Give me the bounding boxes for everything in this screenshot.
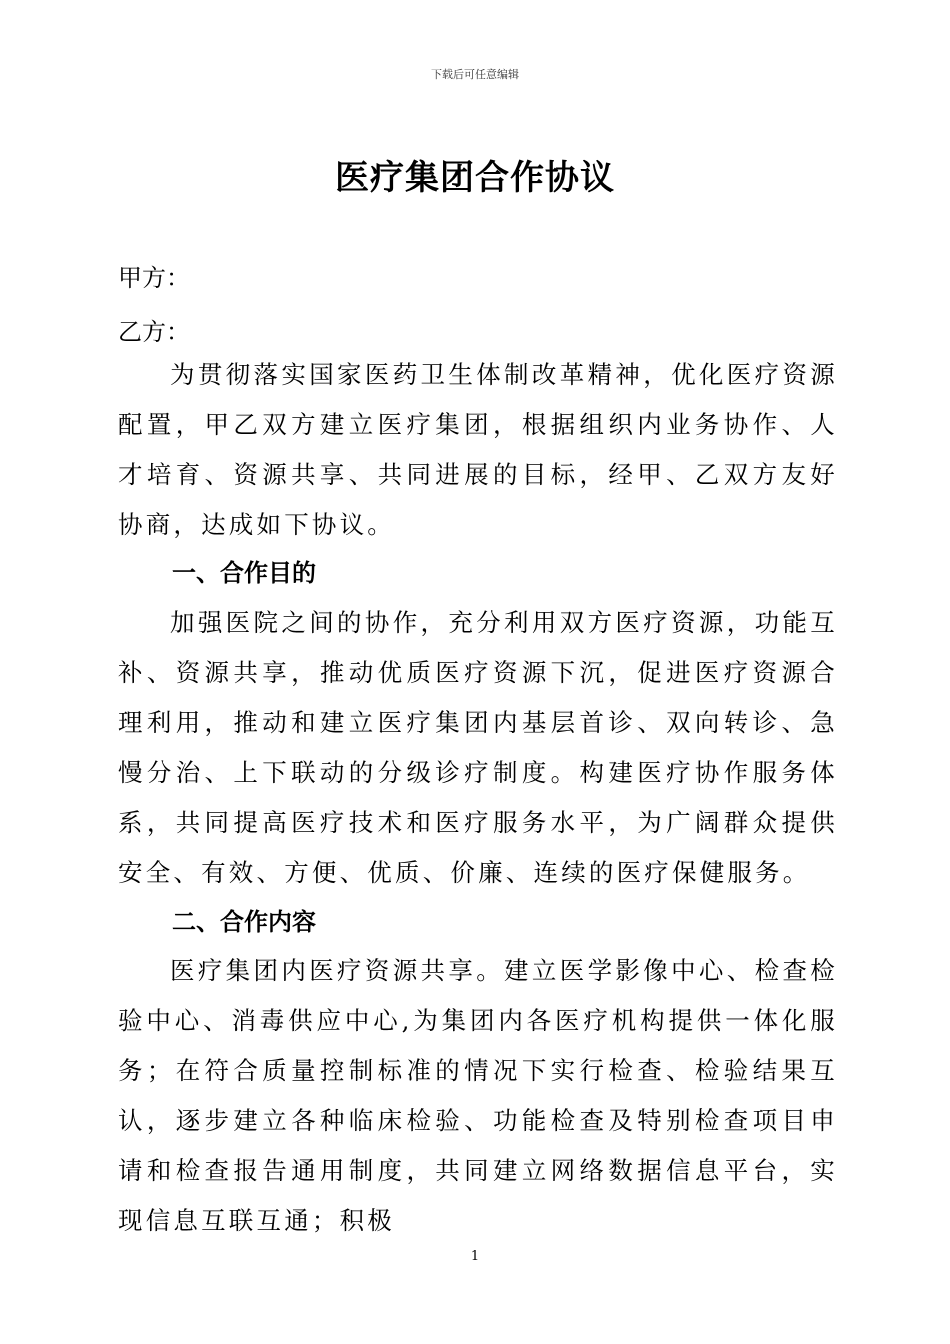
party-b-label: 乙方： bbox=[118, 318, 190, 346]
section-1-paragraph: 加强医院之间的协作，充分利用双方医疗资源，功能互补、资源共享，推动优质医疗资源下沉，促进医疗资源合理利用，推动和建立医疗集团内基层首诊、双向转诊、急慢分治、上下联动的分级诊疗制度。构建医疗协作服务体系，共同提高医疗技术和医疗服务水平，为广阔群众提供安全、有效、方便、优质、价廉、连续的医疗保健服务。 bbox=[118, 608, 838, 887]
page-number: 1 bbox=[470, 1249, 480, 1264]
section-2-paragraph: 医疗集团内医疗资源共享。建立医学影像中心、检查检验中心、消毒供应中心,为集团内各医疗机构提供一体化服务；在符合质量控制标准的情况下实行检查、检验结果互认，逐步建立各种临床检验、功能检查及特别检查项目申请和检查报告通用制度，共同建立网络数据信息平台，实现信息互联互通；积极 bbox=[118, 956, 838, 1235]
intro-paragraph: 为贯彻落实国家医药卫生体制改革精神，优化医疗资源配置，甲乙双方建立医疗集团，根据组织内业务协作、人才培育、资源共享、共同进展的目标，经甲、乙双方友好协商，达成如下协议。 bbox=[118, 360, 838, 539]
section-1-heading: 一、合作目的 bbox=[172, 559, 316, 587]
section-2-heading: 二、合作内容 bbox=[172, 908, 316, 936]
party-a-label: 甲方： bbox=[118, 264, 190, 292]
header-note: 下载后可任意编辑 bbox=[431, 68, 519, 81]
document-title: 医疗集团合作协议 bbox=[335, 158, 615, 198]
